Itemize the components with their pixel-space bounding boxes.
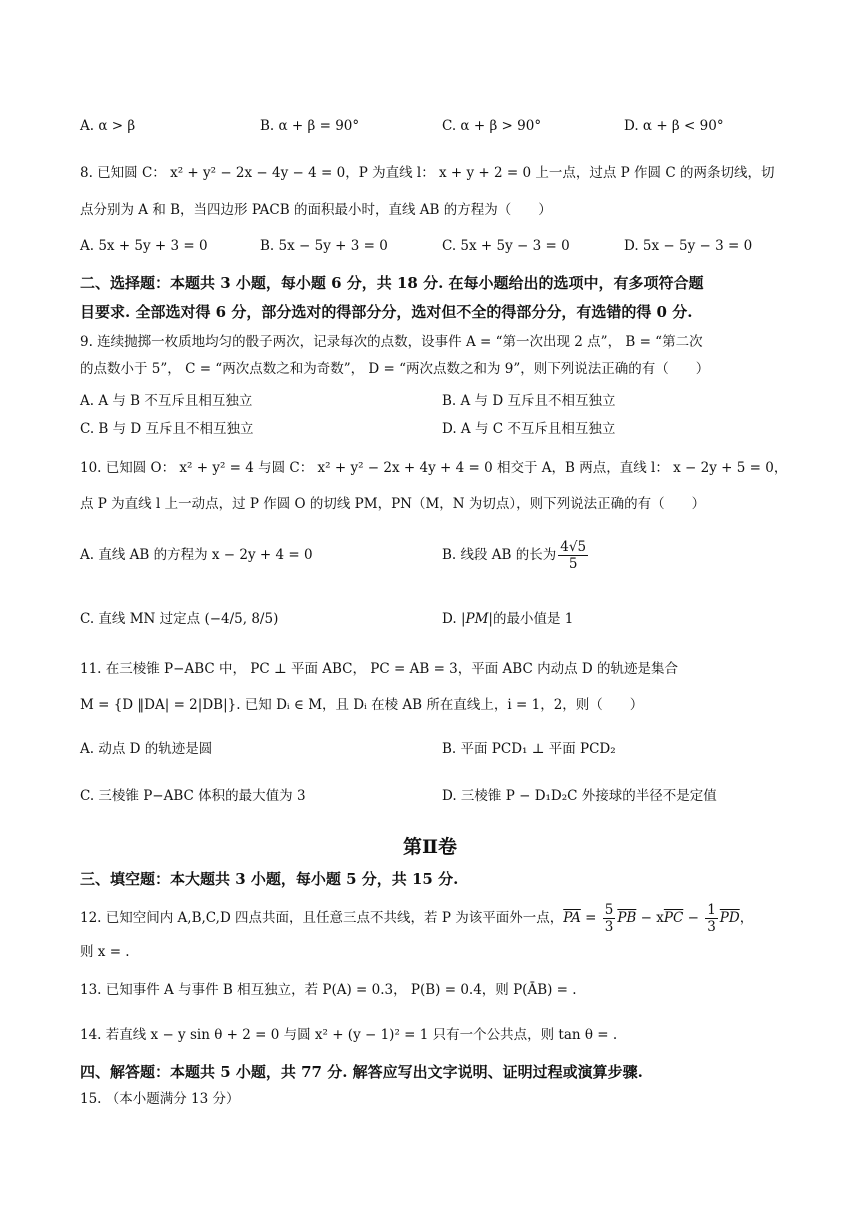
q12-minus-x: − x [636, 910, 664, 926]
q7-option-b: B. α + β = 90° [260, 118, 360, 134]
q13-stem: 13. 已知事件 A 与事件 B 相互独立，若 P(A) = 0.3， P(B) = 0.4，则 P(ĀB) = . [80, 982, 577, 998]
q8-option-c: C. 5x + 5y − 3 = 0 [442, 238, 570, 254]
q10-option-b-fraction [558, 539, 588, 572]
q7-option-c: C. α + β > 90° [442, 118, 542, 134]
q12-equals: = [580, 910, 601, 926]
q11-stem-line1: 11. 在三棱锥 P−ABC 中， PC ⊥ 平面 ABC， PC = AB = 3，平面 ABC 内动点 D 的轨迹是集合 [80, 661, 679, 677]
q9-stem-line1: 9. 连续抛掷一枚质地均匀的骰子两次，记录每次的点数，设事件 A = “第一次出现 2 点”， B = “第二次 [80, 334, 703, 350]
q11-stem-line2: M = {D ‖DA| = 2|DB|}. 已知 Dᵢ ∈ M，且 Dᵢ 在棱 AB 所在直线上，i = 1，2，则（ ） [80, 697, 644, 713]
q12-vector-pb: $\overline{PB}$ [617, 910, 637, 926]
q9-option-b: B. A 与 D 互斥且不相互独立 [442, 393, 616, 409]
q8-option-a: A. 5x + 5y + 3 = 0 [80, 238, 208, 254]
q10-option-d-text: 的最小值是 1 [492, 611, 574, 627]
q9-option-c: C. B 与 D 互斥且不相互独立 [80, 421, 254, 437]
q10-option-c-point: (−4/5, 8/5) [204, 611, 279, 627]
q9-stem-line2: 的点数小于 5”， C = “两次点数之和为奇数”， D = “两次点数之和为 9”，则下列说法正确的有（ ） [80, 361, 710, 377]
q15-stem: 15. （本小题满分 13 分） [80, 1091, 240, 1107]
q12-comma: ， [739, 910, 754, 926]
q11-option-b: B. 平面 PCD₁ ⊥ 平面 PCD₂ [442, 741, 616, 757]
q14-stem: 14. 若直线 x − y sin θ + 2 = 0 与圆 x² + (y − 1)² = 1 只有一个公共点，则 tan θ = . [80, 1027, 618, 1043]
q10-option-b [442, 534, 590, 576]
q8-stem-line2: 点分别为 A 和 B，当四边形 PACB 的面积最小时，直线 AB 的方程为（ ） [80, 202, 552, 218]
q11-option-d: D. 三棱锥 P − D₁D₂C 外接球的半径不是定值 [442, 788, 717, 804]
q10-option-b-denominator: 5 [568, 556, 578, 572]
q12-fraction-2-numerator: 1 [707, 902, 716, 918]
q12-fraction-1 [603, 902, 616, 935]
q12-fraction-1-numerator: 5 [604, 902, 614, 918]
q7-option-d: D. α + β < 90° [624, 118, 724, 134]
q7-option-a: A. α > β [80, 118, 136, 134]
q9-option-d: D. A 与 C 不互斥且相互独立 [442, 421, 616, 437]
q8-option-d: D. 5x − 5y − 3 = 0 [624, 238, 753, 254]
q10-stem-line2: 点 P 为直线 l 上一动点，过 P 作圆 O 的切线 PM，PN（M，N 为切点），则下列说法正确的有（ ） [80, 496, 706, 512]
section-2-heading-line1: 二、选择题：本题共 3 小题，每小题 6 分，共 18 分. 在每小题给出的选项中，有多项符合题 [80, 274, 704, 292]
section-4-heading: 四、解答题：本题共 5 小题，共 77 分. 解答应写出文字说明、证明过程或演算步骤. [80, 1063, 643, 1081]
q10-option-a: A. 直线 AB 的方程为 x − 2y + 4 = 0 [80, 547, 313, 563]
q12-vector-pa: $\overline{PA}$ [563, 910, 581, 926]
q12-minus: − [683, 910, 704, 926]
q8-option-b: B. 5x − 5y + 3 = 0 [260, 238, 388, 254]
q8-stem-line1: 8. 已知圆 C： x² + y² − 2x − 4y − 4 = 0，P 为直线 l： x + y + 2 = 0 上一点，过点 P 作圆 C 的两条切线，切 [80, 165, 775, 181]
q10-stem-line1: 10. 已知圆 O： x² + y² = 4 与圆 C： x² + y² − 2x + 4y + 4 = 0 相交于 A，B 两点，直线 l： x − 2y + 5 = 0， [80, 460, 788, 476]
q12-fraction-2-denominator: 3 [707, 919, 716, 935]
q10-option-d-pm: |PM| [460, 611, 493, 627]
q12-stem-line2: 则 x = . [80, 944, 130, 960]
q10-option-c-text: C. 直线 MN 过定点 [80, 611, 201, 627]
q9-option-a: A. A 与 B 不互斥且相互独立 [80, 393, 253, 409]
q12-fraction-1-denominator: 3 [604, 919, 614, 935]
q12-fraction-2 [705, 902, 718, 935]
q10-option-d: D. |PM|的最小值是 1 [442, 611, 574, 627]
q11-option-c: C. 三棱锥 P−ABC 体积的最大值为 3 [80, 788, 306, 804]
q12-vector-pc: $\overline{PC}$ [663, 910, 684, 926]
q11-option-a: A. 动点 D 的轨迹是圆 [80, 741, 213, 757]
q10-option-c [80, 609, 278, 629]
section-2-heading-line2: 目要求. 全部选对得 6 分，部分选对的得部分分，选对但不全的得部分分，有选错的得 0 分. [80, 303, 693, 321]
part-2-title: 第Ⅱ卷 [402, 836, 457, 858]
q12-stem-text: 12. 已知空间内 A,B,C,D 四点共面，且任意三点不共线，若 P 为该平面外一点， [80, 910, 564, 926]
q10-option-b-numerator: 4√5 [560, 539, 587, 555]
section-3-heading: 三、填空题：本大题共 3 小题，每小题 5 分，共 15 分. [80, 870, 459, 888]
q12-stem-line1 [80, 900, 753, 936]
q12-vector-pd: $\overline{PD}$ [719, 910, 740, 926]
q10-option-b-text: B. 线段 AB 的长为 [442, 547, 557, 563]
